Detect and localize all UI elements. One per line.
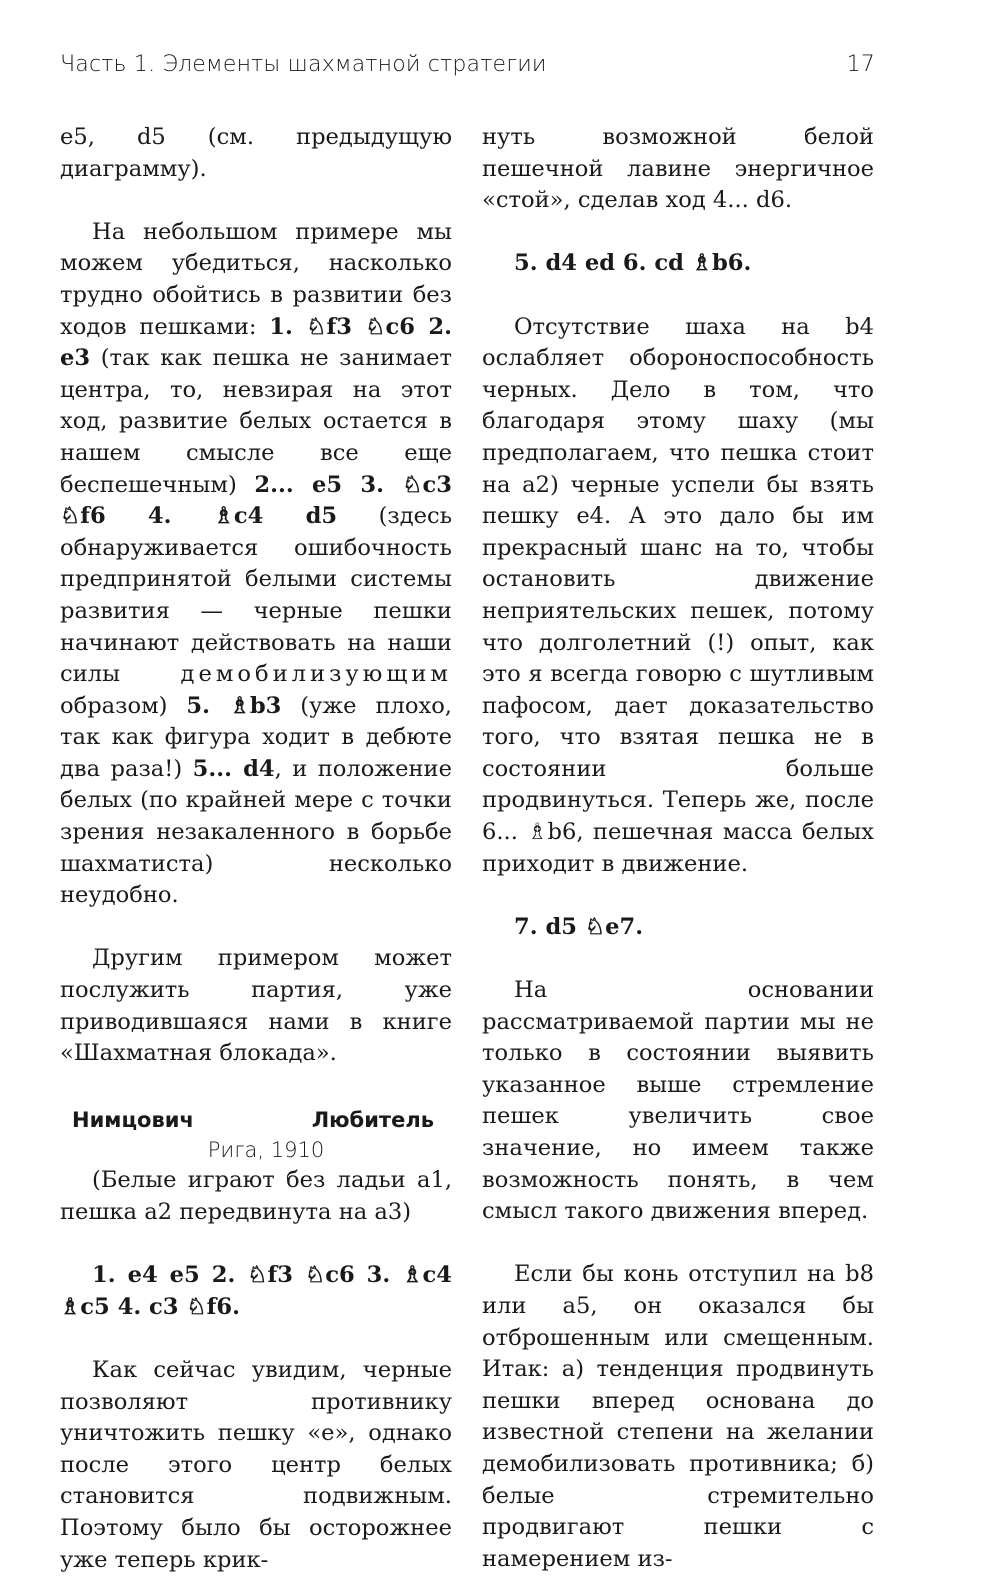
paragraph: Другим примером может послужить партия, уже приводившаяся нами в книге «Шахматная блокада». — [60, 945, 452, 1067]
move-notation: 2... e5 3. ♘c3 ♘f6 4. ♗c4 d5 — [60, 471, 452, 530]
text-run: , и положение белых (по крайней мере с точки зрения незакаленного в борьбе шахматиста) несколько неудобно. — [60, 755, 452, 909]
white-player: Нимцович — [72, 1108, 194, 1133]
move-notation: 7. d5 ♘e7. — [514, 913, 644, 940]
paragraph — [482, 312, 874, 881]
game-place: Рига, 1910 — [207, 1138, 325, 1163]
game-heading — [60, 1105, 452, 1165]
players-line — [60, 1105, 452, 1135]
left-column — [60, 122, 452, 1576]
move-notation: 5. ♗b3 — [186, 692, 282, 719]
paragraph: нуть возможной белой пешечной лавине энергичное «стой», сделав ход 4... d6. — [482, 124, 874, 214]
move-notation: ♗b6 — [527, 819, 577, 846]
paragraph: е5, d5 (см. предыдущую диаграмму). — [60, 124, 452, 182]
paragraph — [60, 217, 452, 912]
note-text: (Белые играют без ладьи a1, пешка а2 передвинута на а3) — [60, 1167, 452, 1225]
game-note — [60, 1165, 452, 1228]
move-notation: 5... d4 — [192, 755, 275, 782]
move-notation: 1. e4 e5 2. ♘f3 ♘c6 3. ♗c4 ♗c5 4. c3 ♘f6. — [60, 1262, 452, 1320]
running-header — [60, 52, 875, 88]
text-run: Отсутствие шаха на b4 ослабляет обороноспособность черных. Дело в том, что благодаря этому шаху (мы предполагаем, что пешка стоит на а2) черные успели бы взять пешку е4. А это дало бы им прекрасный шанс на то, чтобы остановить движение неприятельских пешек, потому что долголетний (!) опыт, как это я всегда говорю с шутливым пафосом, дает доказательство того, что взятая пешка не в состоянии больше продвинуться. Теперь же, после 6... — [482, 313, 874, 846]
text-run: На небольшом примере мы можем убедиться, насколько трудно обойтись в развитии без ходов пешками: — [60, 218, 452, 340]
move-notation: 5. d4 ed 6. cd ♗b6. — [514, 250, 752, 277]
spaced-emphasis: демобилизующим — [180, 661, 452, 688]
text-run: образом) — [60, 692, 187, 719]
right-column — [482, 122, 874, 1575]
move-notation: 1. ♘f3 ♘c6 2. e3 — [60, 313, 452, 372]
text-run: , пешечная масса белых приходит в движение. — [482, 819, 874, 877]
paragraph: Как сейчас увидим, черные позволяют противнику уничтожить пешку «е», однако после этого центр белых становится подвижным. Поэтому было бы осторожнее уже теперь крик- — [60, 1356, 452, 1573]
black-player: Любитель — [311, 1108, 434, 1133]
chapter-title: Часть 1. Элементы шахматной стратегии — [60, 52, 547, 77]
text-run: (уже плохо, так как фигура ходит в дебюте два раза!) — [60, 692, 452, 782]
page-number: 17 — [846, 52, 875, 77]
text-run: (здесь обнаруживается ошибочность предпринятой белыми системы развития — черные пешки начинают действовать на наши силы — [60, 503, 452, 688]
paragraph: На основании рассматриваемой партии мы не только в состоянии выявить указанное выше стремление пешек увеличить свое значение, но имеем также возможность понять, в чем смысл такого движения вперед. — [482, 977, 874, 1225]
paragraph: Если бы конь отступил на b8 или а5, он оказался бы отброшенным или смещенным. Итак: а) тенденция продвинуть пешки вперед основана до известной степени на желании демобилизовать противника; б) белые стремительно продвигают пешки с намерением из- — [482, 1261, 874, 1572]
text-run: (так как пешка не занимает центра, то, невзирая на этот ход, развитие белых остается в нашем смысле все еще беспешечным) — [60, 345, 452, 498]
